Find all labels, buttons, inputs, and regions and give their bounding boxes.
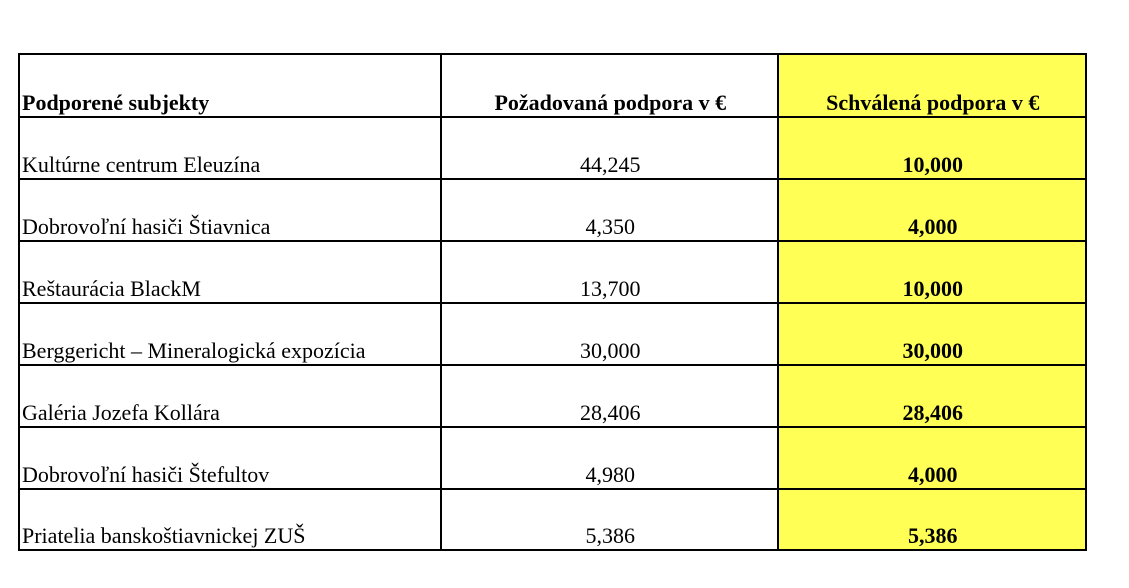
approved-cell: 28,406 [778, 365, 1087, 427]
subject-cell: Reštaurácia BlackM [19, 241, 441, 303]
requested-cell: 30,000 [441, 303, 777, 365]
approved-cell: 30,000 [778, 303, 1087, 365]
requested-cell: 4,980 [441, 427, 777, 489]
requested-cell: 4,350 [441, 179, 777, 241]
requested-cell: 5,386 [441, 489, 777, 550]
table-row [19, 427, 1086, 489]
subject-cell: Kultúrne centrum Eleuzína [19, 117, 441, 179]
requested-cell: 28,406 [441, 365, 777, 427]
subject-cell: Dobrovoľní hasiči Štiavnica [19, 179, 441, 241]
subject-cell: Priatelia banskoštiavnickej ZUŠ [19, 489, 441, 550]
table-row [19, 179, 1086, 241]
table-row [19, 117, 1086, 179]
approved-cell: 4,000 [778, 427, 1087, 489]
header-requested: Požadovaná podpora v € [441, 54, 777, 117]
subject-cell: Berggericht – Mineralogická expozícia [19, 303, 441, 365]
requested-cell: 13,700 [441, 241, 777, 303]
header-row [19, 54, 1086, 117]
approved-cell: 10,000 [778, 241, 1087, 303]
subject-cell: Dobrovoľní hasiči Štefultov [19, 427, 441, 489]
header-approved: Schválená podpora v € [778, 54, 1087, 117]
table-row [19, 365, 1086, 427]
table-row [19, 303, 1086, 365]
approved-cell: 10,000 [778, 117, 1087, 179]
requested-cell: 44,245 [441, 117, 777, 179]
approved-cell: 5,386 [778, 489, 1087, 550]
table-row [19, 241, 1086, 303]
header-subjects: Podporené subjekty [19, 54, 441, 117]
subject-cell: Galéria Jozefa Kollára [19, 365, 441, 427]
support-table [18, 53, 1087, 551]
table-row [19, 489, 1086, 550]
approved-cell: 4,000 [778, 179, 1087, 241]
